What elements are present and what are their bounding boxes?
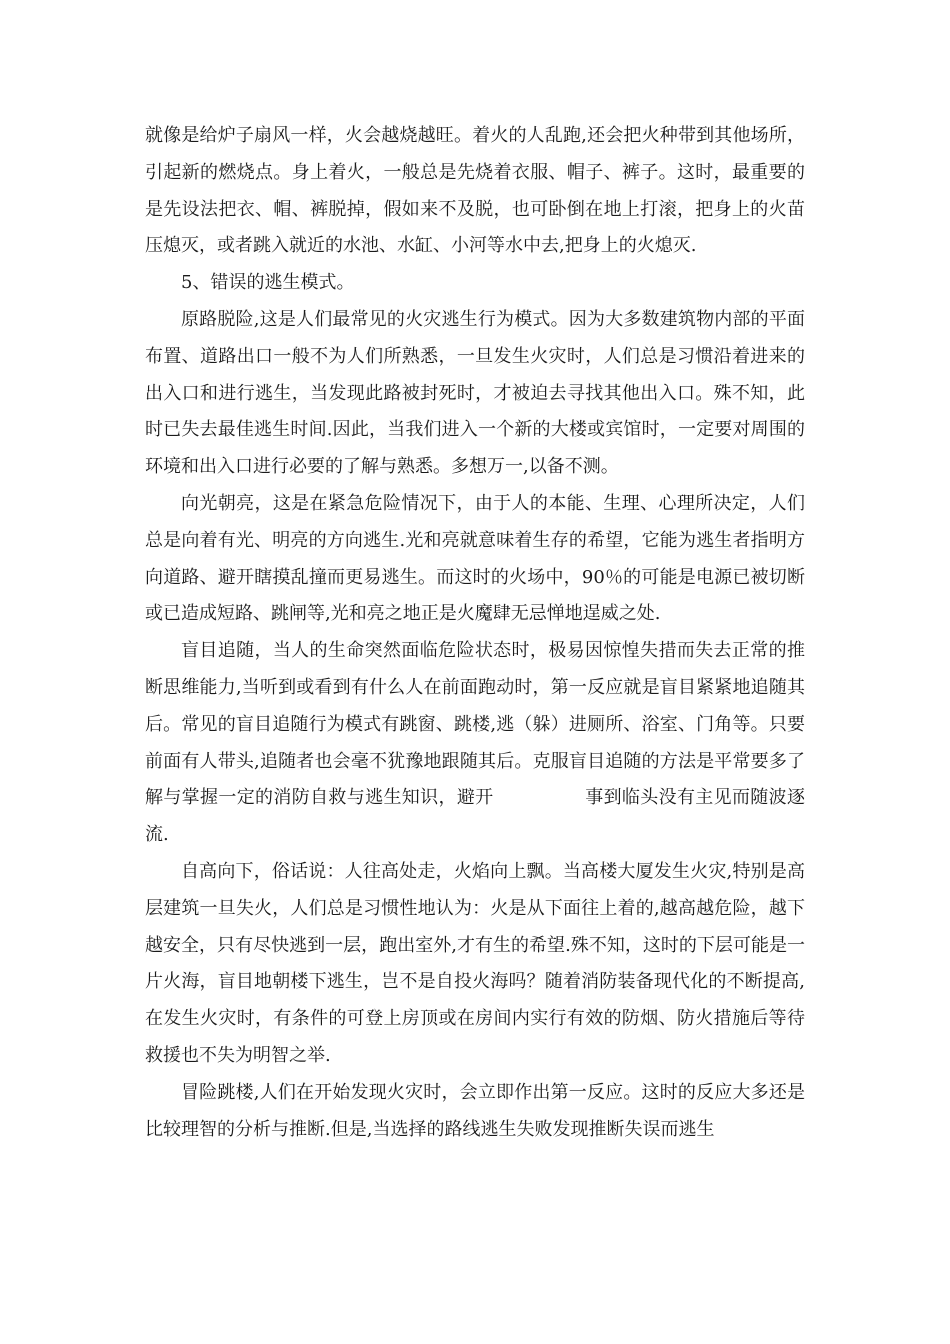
document-body <box>145 118 805 1148</box>
paragraph-original-route: 原路脱险,这是人们最常见的火灾逃生行为模式。因为大多数建筑物内部的平面布置、道路出口一般不为人们所熟悉，一旦发生火灾时，人们总是习惯沿着进来的出入口和进行逃生，当发现此路被封死时，才被迫去寻找其他出入口。殊不知，此时已失去最佳逃生时间.因此，当我们进入一个新的大楼或宾馆时，一定要对周围的环境和出入口进行必要的了解与熟悉。多想万一,以备不测。 <box>145 308 805 478</box>
paragraph-blind-following: 盲目追随，当人的生命突然面临危险状态时，极易因惊惶失措而失去正常的推断思维能力,当听到或看到有什么人在前面跑动时，第一反应就是盲目紧紧地追随其后。常见的盲目追随行为模式有跳窗、跳楼,逃（躲）进厕所、浴室、门角等。只要前面有人带头,追随者也会毫不犹豫地跟随其后。克服盲目追随的方法是平常要多了解与掌握一定的消防自救与逃生知识，避开 事到临头没有主见而随波逐流. <box>145 640 805 846</box>
paragraph-risky-jumping: 冒险跳楼,人们在开始发现火灾时，会立即作出第一反应。这时的反应大多还是比较理智的分析与推断.但是,当选择的路线逃生失败发现推断失误而逃生 <box>145 1081 805 1140</box>
paragraph-clothing-fire: 就像是给炉子扇风一样，火会越烧越旺。着火的人乱跑,还会把火种带到其他场所，引起新的燃烧点。身上着火，一般总是先烧着衣服、帽子、裤子。这时，最重要的是先设法把衣、帽、裤脱掉，假如来不及脱，也可卧倒在地上打滚，把身上的火苗压熄灭，或者跳入就近的水池、水缸、小河等水中去,把身上的火熄灭. <box>145 125 805 257</box>
paragraph-top-down: 自高向下，俗话说：人往高处走，火焰向上飘。当高楼大厦发生火灾,特别是高层建筑一旦失火，人们总是习惯性地认为：火是从下面往上着的,越高越危险，越下越安全，只有尽快逃到一层，跑出室外,才有生的希望.殊不知，这时的下层可能是一片火海，盲目地朝楼下逃生，岂不是自投火海吗？随着消防装备现代化的不断提高,在发生火灾时，有条件的可登上房顶或在房间内实行有效的防烟、防火措施后等待救援也不失为明智之举. <box>145 860 805 1066</box>
section-heading-wrong-escape-modes: 5、错误的逃生模式。 <box>181 272 355 294</box>
paragraph-toward-light: 向光朝亮，这是在紧急危险情况下，由于人的本能、生理、心理所决定，人们总是向着有光、明亮的方向逃生.光和亮就意味着生存的希望，它能为逃生者指明方向道路、避开瞎摸乱撞而更易逃生。而这时的火场中，90％的可能是电源已被切断或已造成短路、跳闸等,光和亮之地正是火魔肆无忌惮地逞威之处. <box>145 492 805 625</box>
